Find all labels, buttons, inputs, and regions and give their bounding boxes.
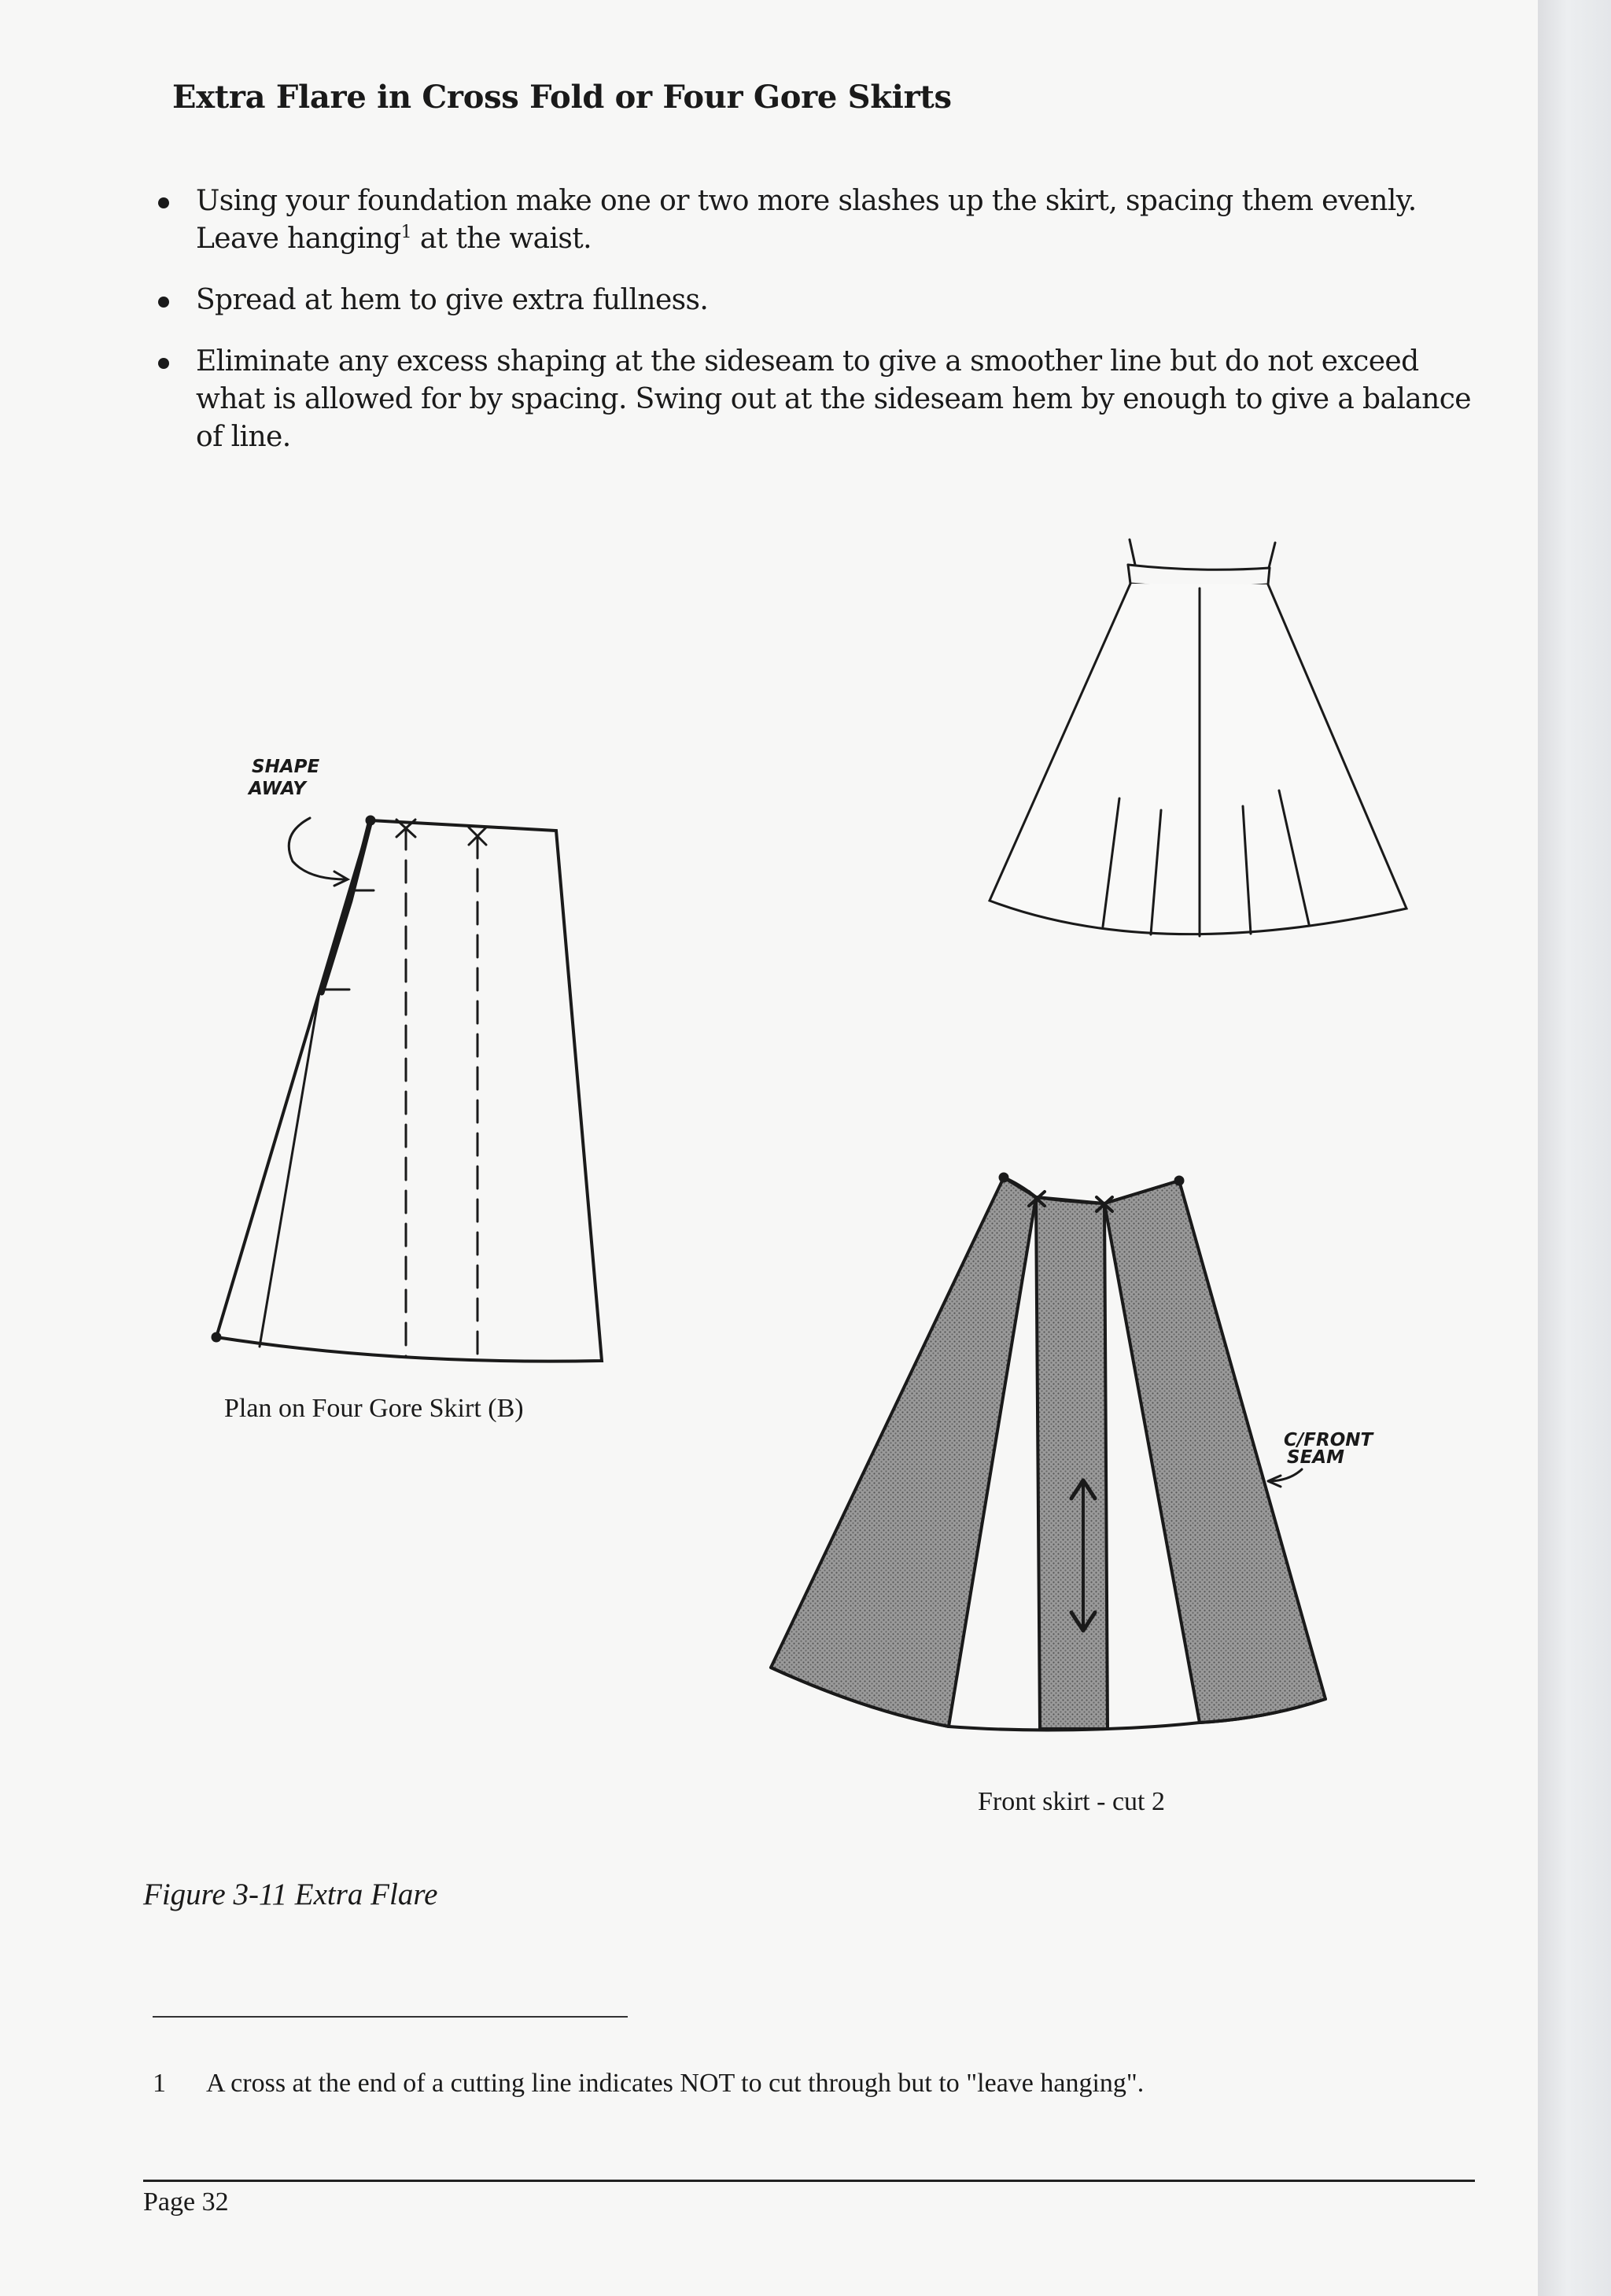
footnote-number: 1 (153, 2069, 166, 2098)
caption-plan: Plan on Four Gore Skirt (B) (224, 1394, 524, 1423)
annotation-away: AWAY (249, 779, 306, 799)
annotation-cfront: C/FRONT (1284, 1430, 1373, 1450)
page-edge (1538, 0, 1611, 2296)
bullet-text: Using your foundation make one or two more slashes up the skirt, spacing them evenly. Leave hanging (196, 185, 1417, 255)
footer-divider (143, 2180, 1475, 2182)
bullet-text-cont: at the waist. (411, 223, 592, 255)
footnote-divider (153, 2016, 628, 2018)
bullet-text: Spread at hem to give extra fullness. (196, 284, 709, 316)
page-number: Page 32 (143, 2187, 229, 2217)
caption-front: Front skirt - cut 2 (978, 1787, 1165, 1816)
annotation-seam: SEAM (1287, 1447, 1344, 1468)
footnote-text: A cross at the end of a cutting line indicates NOT to cut through but to "leave hanging". (206, 2069, 1145, 2098)
flared-skirt-illustration (990, 540, 1406, 936)
figure-label: Figure 3-11 Extra Flare (143, 1878, 438, 1911)
section-heading: Extra Flare in Cross Fold or Four Gore Skirts (172, 79, 952, 116)
front-skirt-pattern (771, 1173, 1325, 1730)
bullet-text: Eliminate any excess shaping at the sideseam to give a smoother line but do not exceed what is allowed for by spacing. Swing out at the sideseam hem by enough to give a balance of line. (196, 345, 1471, 453)
annotation-shape: SHAPE (252, 757, 320, 777)
footnote (153, 2069, 1144, 2099)
footnote-ref[interactable]: 1 (400, 223, 411, 242)
plan-four-gore-skirt (212, 816, 602, 1362)
